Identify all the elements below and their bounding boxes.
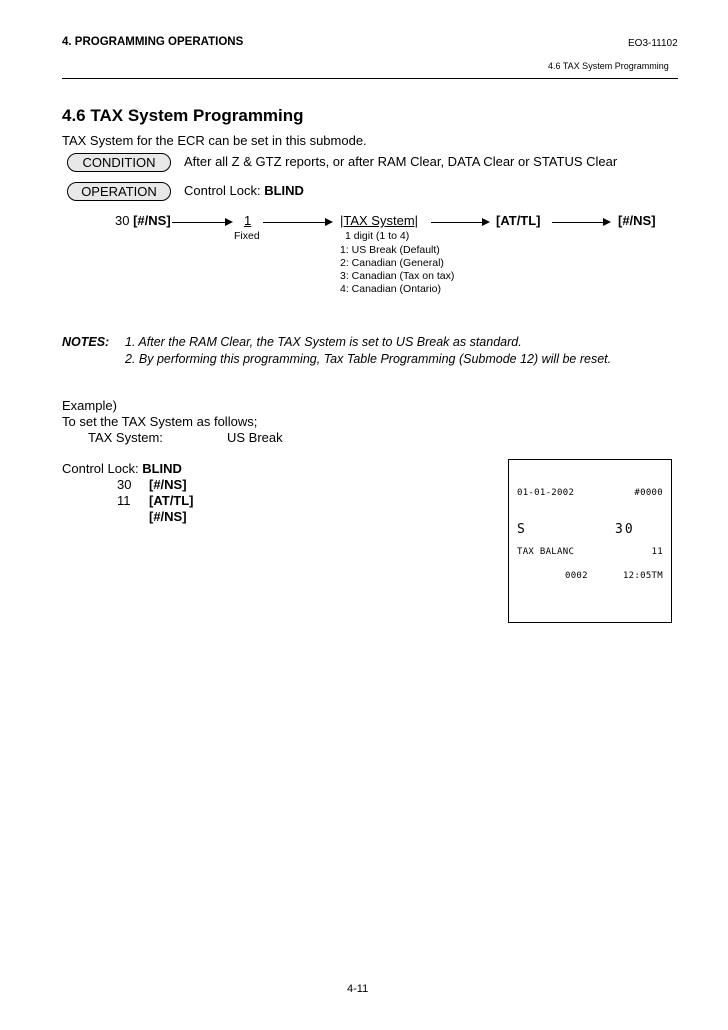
section-intro: TAX System for the ECR can be set in this submode. bbox=[62, 133, 367, 148]
page-number: 4-11 bbox=[347, 983, 369, 995]
receipt-item: TAX BALANC bbox=[517, 547, 575, 557]
control-lock-value: BLIND bbox=[264, 183, 304, 198]
flow-step-3-note: 1 digit (1 to 4) bbox=[345, 230, 410, 242]
flow-step-5-key: [#/NS] bbox=[618, 213, 656, 228]
flow-option-1: 1: US Break (Default) bbox=[340, 244, 440, 256]
document-code: EO3-11102 bbox=[628, 38, 678, 49]
flow-option-4: 4: Canadian (Ontario) bbox=[340, 283, 441, 295]
flow-step-4-key: [AT/TL] bbox=[496, 213, 541, 228]
condition-text: After all Z & GTZ reports, or after RAM Clear, DATA Clear or STATUS Clear bbox=[184, 154, 618, 169]
section-reference: 4.6 TAX System Programming bbox=[548, 61, 669, 71]
example-step-1-number: 30 bbox=[117, 477, 132, 492]
flow-arrow-1 bbox=[172, 222, 231, 223]
example-setting-value: US Break bbox=[227, 430, 283, 445]
flow-step-1-number: 30 bbox=[115, 213, 130, 228]
receipt-printout bbox=[508, 459, 672, 623]
receipt-consecutive-number: 0002 bbox=[565, 571, 588, 581]
chapter-heading: 4. PROGRAMMING OPERATIONS bbox=[62, 36, 244, 48]
flow-arrow-2 bbox=[263, 222, 331, 223]
receipt-submode: 30 bbox=[615, 522, 635, 537]
flow-step-1-key: [#/NS] bbox=[133, 213, 171, 228]
flow-step-2-value: 1 bbox=[244, 213, 252, 228]
example-step-1-key: [#/NS] bbox=[149, 477, 187, 492]
note-1: 1. After the RAM Clear, the TAX System is set to US Break as standard. bbox=[125, 335, 522, 349]
example-control-lock-label: Control Lock: bbox=[62, 461, 139, 476]
receipt-mode: S bbox=[517, 522, 527, 537]
receipt-number: #0000 bbox=[634, 488, 663, 498]
receipt-item-value: 11 bbox=[651, 547, 663, 557]
section-title: 4.6 TAX System Programming bbox=[62, 106, 304, 125]
operation-control-lock bbox=[184, 183, 304, 198]
receipt-time: 12:05TM bbox=[622, 571, 663, 581]
example-control-lock bbox=[62, 461, 182, 476]
operation-badge: OPERATION bbox=[67, 182, 171, 201]
flow-option-2: 2: Canadian (General) bbox=[340, 257, 444, 269]
control-lock-label: Control Lock: bbox=[184, 183, 261, 198]
flow-arrow-4 bbox=[552, 222, 609, 223]
flow-step-3-label: |TAX System| bbox=[340, 213, 419, 228]
flow-step-2-note: Fixed bbox=[234, 230, 260, 242]
example-step-2-key: [AT/TL] bbox=[149, 493, 194, 508]
condition-badge: CONDITION bbox=[67, 153, 171, 172]
receipt-date: 01-01-2002 bbox=[517, 488, 575, 498]
example-setting-label: TAX System: bbox=[88, 430, 163, 445]
notes-label: NOTES: bbox=[62, 335, 110, 349]
example-intro: To set the TAX System as follows; bbox=[62, 414, 258, 429]
note-2: 2. By performing this programming, Tax Table Programming (Submode 12) will be reset. bbox=[125, 352, 612, 366]
header-divider bbox=[62, 78, 678, 79]
flow-option-3: 3: Canadian (Tax on tax) bbox=[340, 270, 455, 282]
example-control-lock-value: BLIND bbox=[142, 461, 182, 476]
example-step-3-key: [#/NS] bbox=[149, 509, 187, 524]
example-step-2-number: 11 bbox=[117, 493, 131, 508]
flow-step-1 bbox=[115, 213, 171, 228]
flow-arrow-3 bbox=[431, 222, 488, 223]
example-heading: Example) bbox=[62, 398, 117, 413]
